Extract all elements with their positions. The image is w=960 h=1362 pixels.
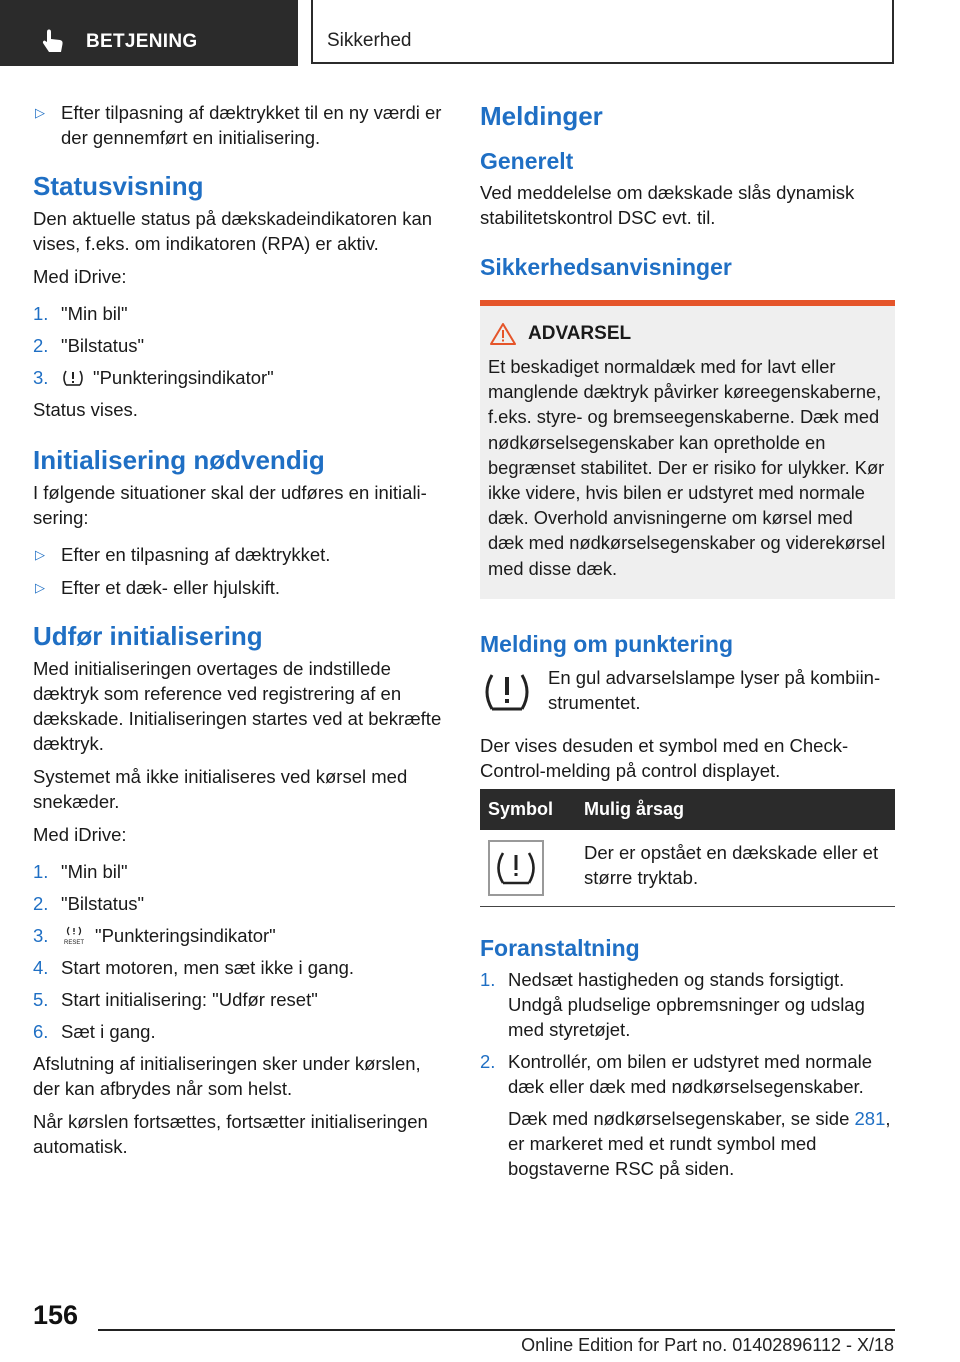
paragraph: I følgende situationer skal der udføres en initialisering:: [33, 482, 427, 528]
triangle-bullet-icon: ▷: [35, 580, 45, 595]
list-item: [33, 1019, 443, 1044]
step-text: Kontrollér, om bilen er udstyret med normale dæk eller dæk med nødkørselsegenskaber.: [508, 1050, 873, 1097]
paragraph: Ved meddelelse om dækskade slås dynamisk stabilitetskontrol DSC evt. til.: [480, 182, 855, 228]
warning-text: Et beskadiget normaldæk med for lavt eller manglende dæktryk påvirker køreegenskaberne, f.eks. styre- og bremseegenskaberne. Dæk med nødkørselsegenskaber kan opretholde en begrænset stabilitet. Der er risiko for ulykker. Kør ikke videre, hvis bilen er udstyret med normale dæk. Overhold anvisningerne om kørsel med dæk med nødkørselsegenskaber og viderekørsel med disse dæk.: [488, 356, 886, 579]
warning-lamp-row: [480, 665, 895, 719]
heading-safety: Sikkerhedsanvisninger: [480, 254, 732, 280]
step-text: Start motoren, men sæt ikke i gang.: [61, 957, 355, 978]
paragraph: Med initialiseringen overtages de indstillede dæktryk som reference ved registrering af en dækskade. Initialiseringen startes ved at bekræfte dæktryk.: [33, 658, 442, 754]
page-header: [0, 0, 960, 66]
list-item: [33, 859, 443, 884]
tire-pressure-warning-icon: [480, 665, 534, 719]
chapter-label: Sikkerhed: [327, 30, 412, 51]
tire-warning-icon: [61, 368, 85, 388]
table-cell-cause: Der er opstået en dækskade eller et større tryktab.: [576, 830, 895, 907]
step-text: Start initialisering: "Udfør reset": [61, 989, 318, 1010]
step-number: 1.: [33, 861, 49, 882]
table-header-row: [480, 789, 895, 830]
paragraph: Den aktuelle status på dækskadeindikatoren kan vises, f.eks. om indikatoren (RPA) er aktiv.: [33, 208, 433, 254]
tire-reset-icon: [61, 926, 87, 946]
warning-header: [490, 322, 887, 346]
heading-init-needed: Initialisering nødvendig: [33, 445, 325, 475]
list-item: [33, 542, 443, 567]
step-number: 2.: [480, 1050, 496, 1072]
step-number: 3.: [33, 925, 49, 946]
list-item: [480, 967, 895, 1042]
table-header-symbol: Symbol: [480, 789, 576, 830]
paragraph: Der vises desuden et symbol med en Check-Control-melding på control displayet.: [480, 734, 849, 781]
bullet-text: Efter en tilpasning af dæktrykket.: [61, 544, 331, 565]
page-reference-link[interactable]: 281: [854, 1107, 886, 1129]
tire-pressure-warning-icon: [488, 840, 544, 896]
step-number: 2.: [33, 893, 49, 914]
warning-title: ADVARSEL: [528, 323, 632, 344]
right-column: [480, 100, 895, 1181]
heading-puncture: Melding om punktering: [480, 630, 733, 657]
step-number: 1.: [480, 968, 496, 990]
step-text: "Punkteringsindikator": [93, 367, 274, 388]
step-number: 6.: [33, 1021, 49, 1042]
list-item: [480, 1049, 895, 1099]
step-text: Sæt i gang.: [61, 1021, 156, 1042]
edition-note: Online Edition for Part no. 01402896112 - X/18: [521, 1335, 894, 1355]
reset-label: RESET: [63, 940, 85, 946]
paragraph: Når kørslen fortsættes, fortsætter initialiseringen automatisk.: [33, 1111, 428, 1157]
symbol-table: [480, 789, 895, 907]
text-fragment: , er markeret med et rundt symbol med bogstaverne RSC på siden.: [508, 1107, 891, 1179]
step-text: "Bilstatus": [61, 893, 145, 914]
step-number: 1.: [33, 303, 49, 324]
list-item: [33, 365, 443, 390]
step-number: 4.: [33, 957, 49, 978]
paragraph: En gul advarselslampe lyser på kombiinstrumentet.: [548, 666, 881, 713]
list-item: [33, 575, 443, 600]
footer-divider: [98, 1329, 895, 1331]
list-item: [33, 100, 443, 150]
section-label: BETJENING: [86, 31, 198, 52]
paragraph: Status vises.: [33, 399, 138, 420]
triangle-bullet-icon: ▷: [35, 105, 45, 120]
page-number: 156: [33, 1300, 79, 1330]
bullet-text: Efter et dæk- eller hjulskift.: [61, 577, 280, 598]
list-item: [33, 333, 443, 358]
table-cell-symbol: [480, 830, 576, 907]
step-number: 2.: [33, 335, 49, 356]
step-text: "Min bil": [61, 861, 128, 882]
step-text: "Punkteringsindikator": [95, 925, 276, 946]
list-item: [33, 301, 443, 326]
section-tab: [0, 0, 298, 66]
step-text: "Bilstatus": [61, 335, 145, 356]
heading-perform-init: Udfør initialisering: [33, 621, 263, 651]
left-column: [33, 100, 443, 1159]
step-number: 3.: [33, 367, 49, 388]
bullet-text: Efter tilpasning af dæktrykket til en ny værdi er der gennemført en initialisering.: [61, 102, 442, 148]
heading-measures: Foranstaltning: [480, 934, 640, 961]
table-header-cause: Mulig årsag: [576, 789, 895, 830]
list-item: [33, 891, 443, 916]
warning-triangle-icon: [490, 322, 516, 346]
hand-pointer-icon: [40, 28, 66, 54]
step-text: "Min bil": [61, 303, 128, 324]
paragraph: Systemet må ikke initialiseres ved kørsel med snekæder.: [33, 766, 408, 812]
list-item: [33, 987, 443, 1012]
warning-box: [480, 300, 895, 599]
heading-status: Statusvisning: [33, 171, 204, 201]
text-fragment: Dæk med nødkørselsegenskaber, se side: [508, 1107, 850, 1129]
step-number: 5.: [33, 989, 49, 1010]
triangle-bullet-icon: ▷: [35, 547, 45, 562]
paragraph: Med iDrive:: [33, 266, 127, 287]
step-text: Nedsæt hastigheden og stands forsigtigt. Undgå pludselige opbremsninger og udslag med styretøjet.: [508, 968, 865, 1040]
heading-messages: Meldinger: [480, 101, 603, 131]
paragraph: [480, 1106, 895, 1181]
paragraph: Afslutning af initialiseringen sker under kørslen, der kan afbrydes når som helst.: [33, 1053, 421, 1099]
paragraph: Med iDrive:: [33, 824, 127, 845]
list-item: [33, 923, 443, 948]
chapter-box: [311, 0, 894, 64]
heading-general: Generelt: [480, 148, 574, 174]
list-item: [33, 955, 443, 980]
table-row: [480, 830, 895, 907]
